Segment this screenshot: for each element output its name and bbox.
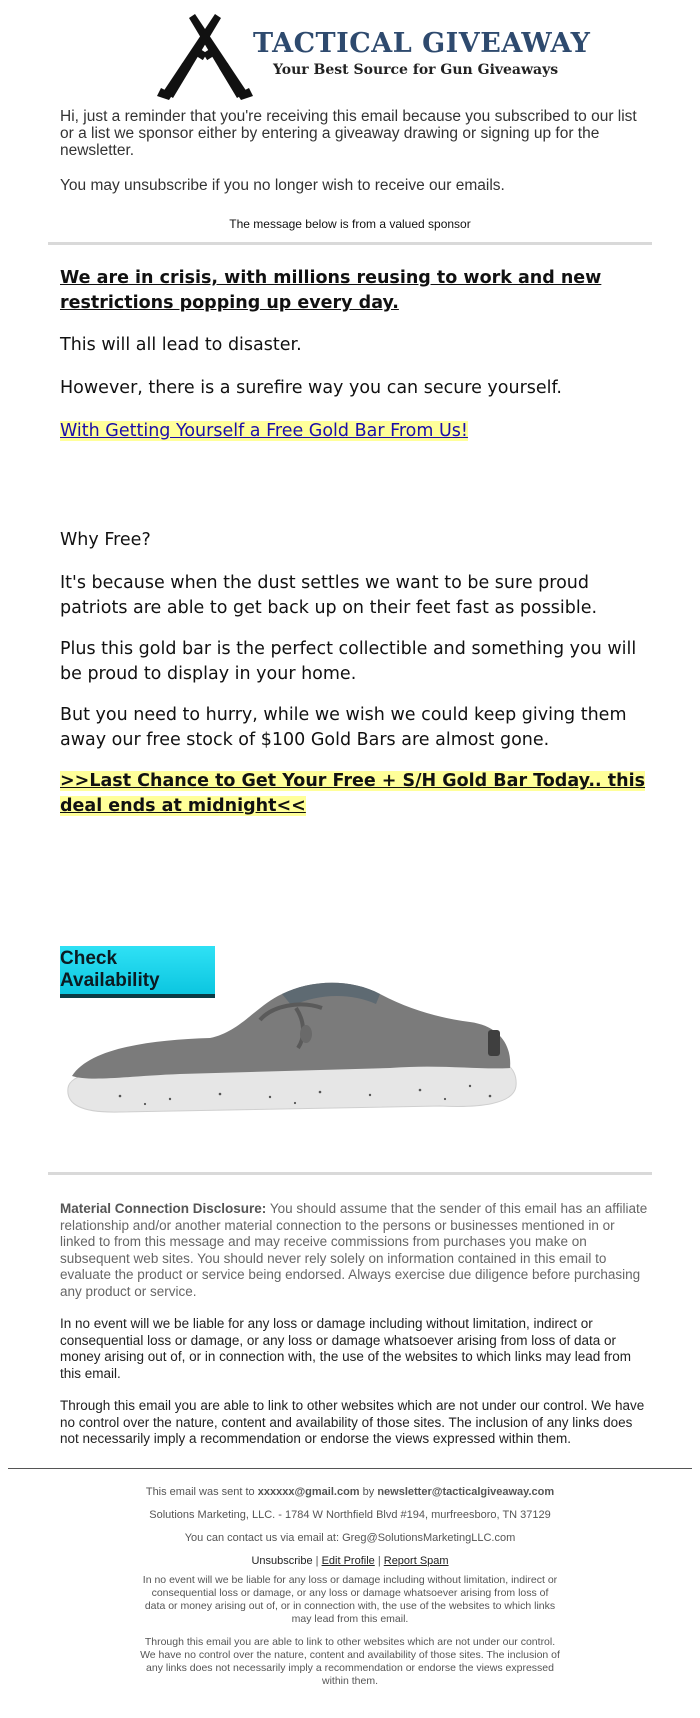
legal-liability: In no event will we be liable for any loss or damage including without limitation, indirect or consequential loss or damage, or any loss or damage whatsoever arising from loss of data or money arising out of, or in connection with, the use of the websites to which links may lead from this email. [142,1574,558,1625]
intro-section [60,108,650,212]
check-availability-button[interactable]: Check Availability [60,946,215,998]
ad-paragraph: However, there is a surefire way you can secure yourself. [60,378,562,398]
recipient-email: xxxxxx@gmail.com [257,1486,360,1498]
disclosure-title: Material Connection Disclosure: [60,1201,267,1216]
footer [0,1486,700,1578]
gold-bar-link[interactable]: With Getting Yourself a Free Gold Bar From Us! [60,421,468,441]
disclosure-text: You should assume that the sender of this email has an affiliate relationship and/or another material connection to the persons or businesses mentioned in or linked to from this message and may receive commissions from purchases you make on subsequent web sites. You should never rely solely on information contained in this email to evaluate the product or service being endorsed. Always exercise due diligence before purchasing any product or service. [60,1201,648,1299]
shoe-ad-image[interactable] [60,936,520,1121]
ad-headline[interactable]: We are in crisis, with millions reusing to work and new restrictions popping up every day. [60,268,602,313]
sender-email: newsletter@tacticalgiveaway.com [377,1486,555,1498]
divider [48,242,652,245]
footer-links: Unsubscribe | Edit Profile | Report Spam [251,1555,449,1567]
company-address: Solutions Marketing, LLC. - 1784 W Northfield Blvd #194, murfreesboro, TN 37129 [149,1509,551,1521]
ad-paragraph: This will all lead to disaster. [60,335,302,355]
sent-to-line: This email was sent to xxxxxx@gmail.com by newsletter@tacticalgiveaway.com [145,1486,555,1498]
cta-link[interactable]: >>Last Chance to Get Your Free + S/H Gold Bar Today.. this deal ends at midnight<< [60,771,646,816]
ad-paragraph: But you need to hurry, while we wish we could keep giving them away our free stock of $100 Gold Bars are almost gone. [60,705,627,750]
external-links-text: Through this email you are able to link to other websites which are not under our control. We have no control over the nature, content and availability of those sites. The inclusion of any links does not necessarily imply a recommendation or endorse the views expressed within them. [60,1398,645,1446]
report-spam-link[interactable]: Report Spam [383,1555,449,1567]
ad-paragraph: Why Free? [60,530,151,550]
brand-tagline: Your Best Source for Gun Giveaways [273,62,559,78]
disclosure-section [60,1201,650,1464]
contact-line: You can contact us via email at: Greg@SolutionsMarketingLLC.com [184,1532,516,1544]
crossed-rifles-icon [155,10,255,100]
liability-text: In no event will we be liable for any loss or damage including without limitation, indirect or consequential loss or damage, or any loss or damage whatsoever arising from loss of data or money arising out of, or in connection with, the use of the websites to which links may lead from this email. [60,1316,632,1381]
unsubscribe-note: You may unsubscribe if you no longer wish to receive our emails. [60,177,505,194]
divider [48,1172,652,1175]
reminder-text: Hi, just a reminder that you're receiving this email because you subscribed to our list or a list we sponsor either by entering a giveaway drawing or signing up for the newsletter. [60,108,637,159]
brand-logo[interactable] [155,10,591,100]
brand-title: TACTICAL GIVEAWAY [253,28,591,59]
edit-profile-link[interactable]: Edit Profile [321,1555,375,1567]
material-disclosure [60,1201,650,1300]
legal-footer [140,1574,560,1698]
unsubscribe-link[interactable]: Unsubscribe [251,1555,313,1567]
legal-external: Through this email you are able to link to other websites which are not under our control. We have no control over the nature, content and availability of those sites. The inclusion of any links does not necessarily imply a recommendation or endorse the views expressed within them. [140,1636,560,1687]
ad-paragraph: Plus this gold bar is the perfect collectible and something you will be proud to display in your home. [60,639,637,684]
sponsor-note: The message below is from a valued sponsor [229,217,471,231]
ad-paragraph: It's because when the dust settles we want to be sure proud patriots are able to get back up on their feet fast as possible. [60,573,598,618]
footer-divider [8,1468,692,1469]
